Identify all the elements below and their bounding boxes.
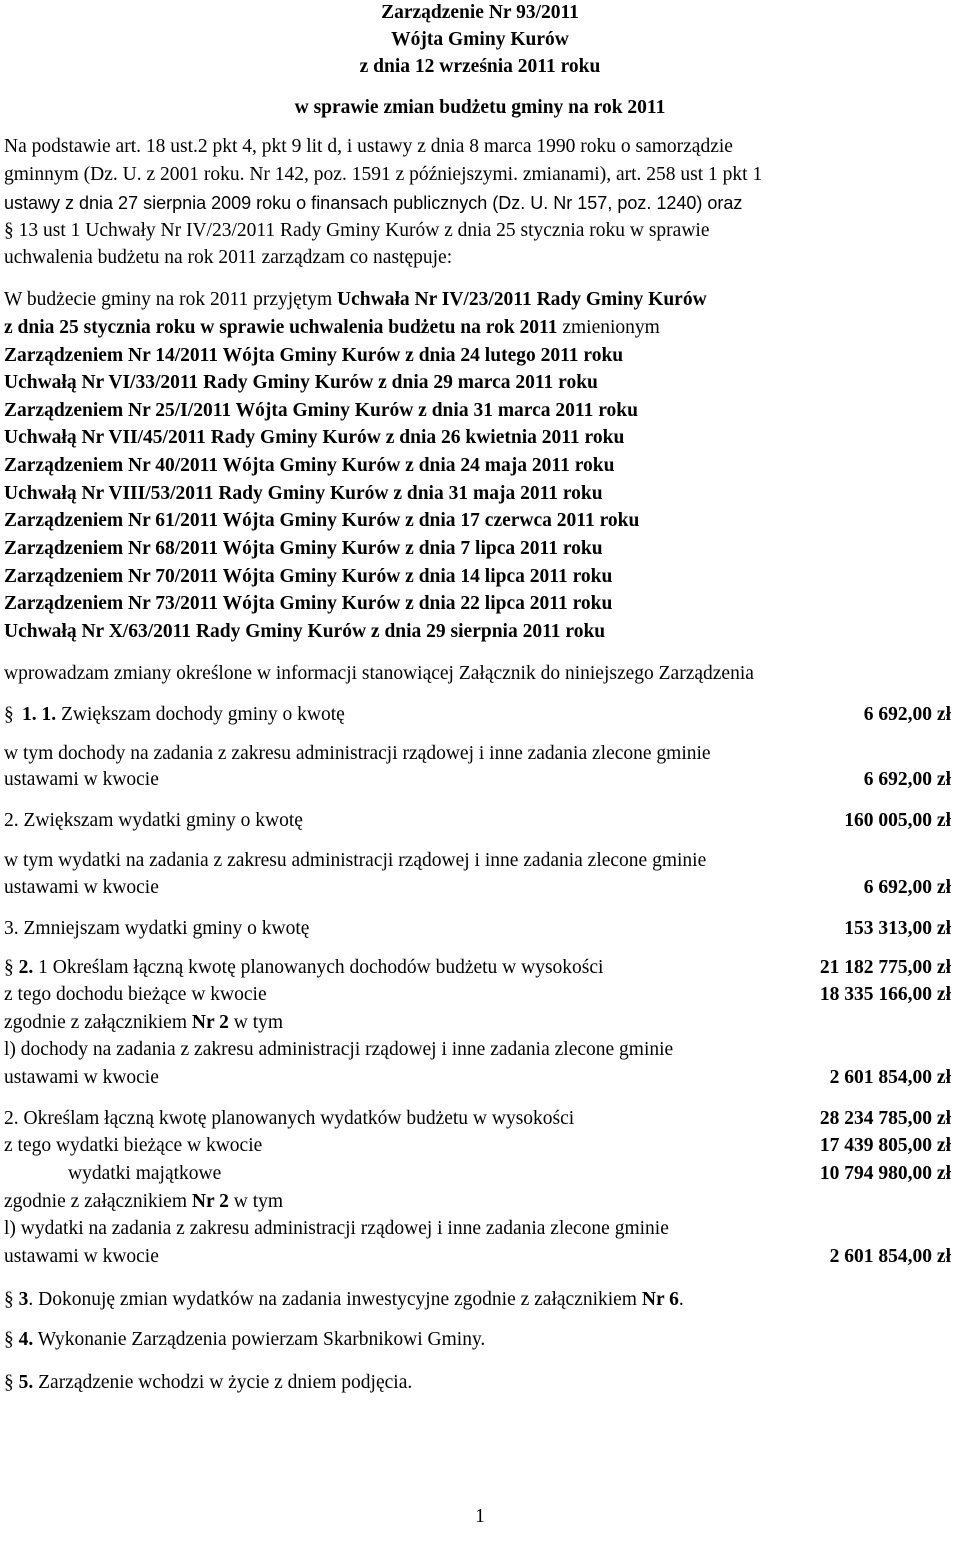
change-item: Zarządzeniem Nr 40/2011 Wójta Gminy Kurów z dnia 24 maja 2011 roku xyxy=(4,455,615,476)
sec2-item2-investment-amount: 10 794 980,00 zł xyxy=(819,1163,951,1184)
change-item: Uchwałą Nr VII/45/2011 Rady Gminy Kurów z dnia 26 kwietnia 2011 roku xyxy=(4,427,625,448)
budget-intro-bold: Uchwała Nr IV/23/2011 Rady Gminy Kurów xyxy=(337,289,707,310)
budget-intro-2 xyxy=(4,315,660,341)
sec2-item2: 2. Określam łączną kwotę planowanych wydatków budżetu w wysokości xyxy=(4,1108,575,1129)
change-item: Zarządzeniem Nr 61/2011 Wójta Gminy Kurów z dnia 17 czerwca 2011 roku xyxy=(4,510,640,531)
basis-line-3: ustawy z dnia 27 sierpnia 2009 roku o finansach publicznych (Dz. U. Nr 157, poz. 1240) oraz xyxy=(4,193,743,213)
budget-intro xyxy=(4,287,707,313)
att-plain-2: w tym xyxy=(228,1012,284,1033)
basis-line-1: Na podstawie art. 18 ust.2 pkt 4, pkt 9 lit d, i ustawy z dnia 8 marca 1990 roku o samorządzie xyxy=(4,136,733,157)
sec3-num: 3 xyxy=(18,1289,29,1310)
sec2-item2-current: z tego wydatki bieżące w kwocie xyxy=(4,1135,263,1156)
budget-intro2-bold: z dnia 25 stycznia roku w sprawie uchwalenia budżetu na rok 2011 xyxy=(4,317,558,338)
title-line-3: z dnia 12 września 2011 roku xyxy=(359,56,601,77)
sec1-item3: 3. Zmniejszam wydatki gminy o kwotę xyxy=(4,918,310,939)
sec2-attachment-ref xyxy=(4,1010,283,1036)
change-item: Uchwałą Nr VI/33/2011 Rady Gminy Kurów z dnia 29 marca 2011 roku xyxy=(4,372,598,393)
sec4 xyxy=(4,1327,485,1353)
sec2-item1-current-amount: 18 335 166,00 zł xyxy=(819,984,951,1005)
change-item: Zarządzeniem Nr 73/2011 Wójta Gminy Kurów z dnia 22 lipca 2011 roku xyxy=(4,593,613,614)
page-number: 1 xyxy=(475,1506,485,1527)
section-sign: § xyxy=(4,1289,14,1310)
change-item: Zarządzeniem Nr 25/I/2011 Wójta Gminy Kurów z dnia 31 marca 2011 roku xyxy=(4,400,638,421)
att-plain-2: w tym xyxy=(228,1191,284,1212)
sec1-item1 xyxy=(22,702,345,728)
sec3-bold: Nr 6 xyxy=(641,1289,679,1310)
sec1-item1-sub-amount: 6 692,00 zł xyxy=(863,769,951,790)
sec2-item1 xyxy=(4,955,603,981)
sec3-end: . xyxy=(678,1289,684,1310)
change-item: Zarządzeniem Nr 68/2011 Wójta Gminy Kurów z dnia 7 lipca 2011 roku xyxy=(4,538,603,559)
sec3-text: . Dokonuję zmian wydatków na zadania inwestycyjne zgodnie z załącznikiem xyxy=(28,1289,642,1310)
sec2-item1-l2: ustawami w kwocie xyxy=(4,1067,159,1088)
sec2-item2-l2: ustawami w kwocie xyxy=(4,1246,159,1267)
sec5-text: Zarządzenie wchodzi w życie z dniem podjęcia. xyxy=(33,1372,413,1393)
section-sign: § xyxy=(4,1329,14,1350)
change-item: Uchwałą Nr VIII/53/2011 Rady Gminy Kurów z dnia 31 maja 2011 roku xyxy=(4,483,603,504)
budget-intro-plain: W budżecie gminy na rok 2011 przyjętym xyxy=(4,289,338,310)
sec1-item2-amount: 160 005,00 zł xyxy=(844,810,951,831)
sec5-num: 5. xyxy=(18,1372,34,1393)
sec2-item2-investment: wydatki majątkowe xyxy=(68,1163,222,1184)
title-line-1: Zarządzenie Nr 93/2011 xyxy=(381,2,579,23)
sec2-item1-amount: 21 182 775,00 zł xyxy=(819,957,951,978)
att-bold: Nr 2 xyxy=(191,1191,229,1212)
sec2-item1-current: z tego dochodu bieżące w kwocie xyxy=(4,984,267,1005)
change-item: Uchwałą Nr X/63/2011 Rady Gminy Kurów z dnia 29 sierpnia 2011 roku xyxy=(4,621,606,642)
sec1-item1-amount: 6 692,00 zł xyxy=(863,704,951,725)
section-sign: § xyxy=(4,704,14,725)
section-sign: § xyxy=(4,957,14,978)
basis-line-2: gminnym (Dz. U. z 2001 roku. Nr 142, poz. 1591 z późniejszymi. zmianami), art. 258 ust 1 pkt 1 xyxy=(4,164,763,185)
sec2-item2-current-amount: 17 439 805,00 zł xyxy=(819,1135,951,1156)
sec2-item1-l: l) dochody na zadania z zakresu administracji rządowej i inne zadania zlecone gminie xyxy=(4,1039,674,1060)
introduce-changes: wprowadzam zmiany określone w informacji stanowiącej Załącznik do niniejszego Zarządzenia xyxy=(4,663,754,684)
sec4-num: 4. xyxy=(18,1329,34,1350)
att-bold: Nr 2 xyxy=(191,1012,229,1033)
sec5 xyxy=(4,1370,412,1396)
sec2-item2-l: l) wydatki na zadania z zakresu administracji rządowej i inne zadania zlecone gminie xyxy=(4,1218,669,1239)
sec1-item2: 2. Zwiększam wydatki gminy o kwotę xyxy=(4,810,303,831)
sec2-attachment-ref-2 xyxy=(4,1189,283,1215)
sec2-num: 2. xyxy=(18,957,34,978)
att-plain-1: zgodnie z załącznikiem xyxy=(4,1012,192,1033)
sec1-item2-sub: w tym wydatki na zadania z zakresu administracji rządowej i inne zadania zlecone gminie xyxy=(4,850,707,871)
sec1-item3-amount: 153 313,00 zł xyxy=(844,918,951,939)
sec3 xyxy=(4,1287,684,1313)
att-plain-1: zgodnie z załącznikiem xyxy=(4,1191,192,1212)
basis-line-5: uchwalenia budżetu na rok 2011 zarządzam co następuje: xyxy=(4,247,453,268)
sec1-item2-sub2: ustawami w kwocie xyxy=(4,877,159,898)
change-item: Zarządzeniem Nr 14/2011 Wójta Gminy Kurów z dnia 24 lutego 2011 roku xyxy=(4,345,624,366)
sec2-item1-l-amount: 2 601 854,00 zł xyxy=(829,1067,951,1088)
sec2-item2-amount: 28 234 785,00 zł xyxy=(819,1108,951,1129)
sec1-item1-sub: w tym dochody na zadania z zakresu administracji rządowej i inne zadania zlecone gminie xyxy=(4,743,711,764)
section-sign: § xyxy=(4,1372,14,1393)
sec2-item2-l-amount: 2 601 854,00 zł xyxy=(829,1246,951,1267)
sec1-item1-sub2: ustawami w kwocie xyxy=(4,769,159,790)
basis-line-4: § 13 ust 1 Uchwały Nr IV/23/2011 Rady Gminy Kurów z dnia 25 stycznia roku w sprawie xyxy=(4,220,710,241)
sec2-item1-text: 1 Określam łączną kwotę planowanych dochodów budżetu w wysokości xyxy=(33,957,604,978)
change-item: Zarządzeniem Nr 70/2011 Wójta Gminy Kurów z dnia 14 lipca 2011 roku xyxy=(4,566,613,587)
sec1-item1-num: 1. 1. xyxy=(22,704,57,725)
sec4-text: Wykonanie Zarządzenia powierzam Skarbnikowi Gminy. xyxy=(33,1329,486,1350)
title-line-2: Wójta Gminy Kurów xyxy=(391,29,569,50)
budget-intro2-plain: zmienionym xyxy=(557,317,660,338)
sec1-item2-sub-amount: 6 692,00 zł xyxy=(863,877,951,898)
sec1-item1-text: Zwiększam dochody gminy o kwotę xyxy=(56,704,345,725)
title-subject: w sprawie zmian budżetu gminy na rok 2011 xyxy=(294,97,666,118)
